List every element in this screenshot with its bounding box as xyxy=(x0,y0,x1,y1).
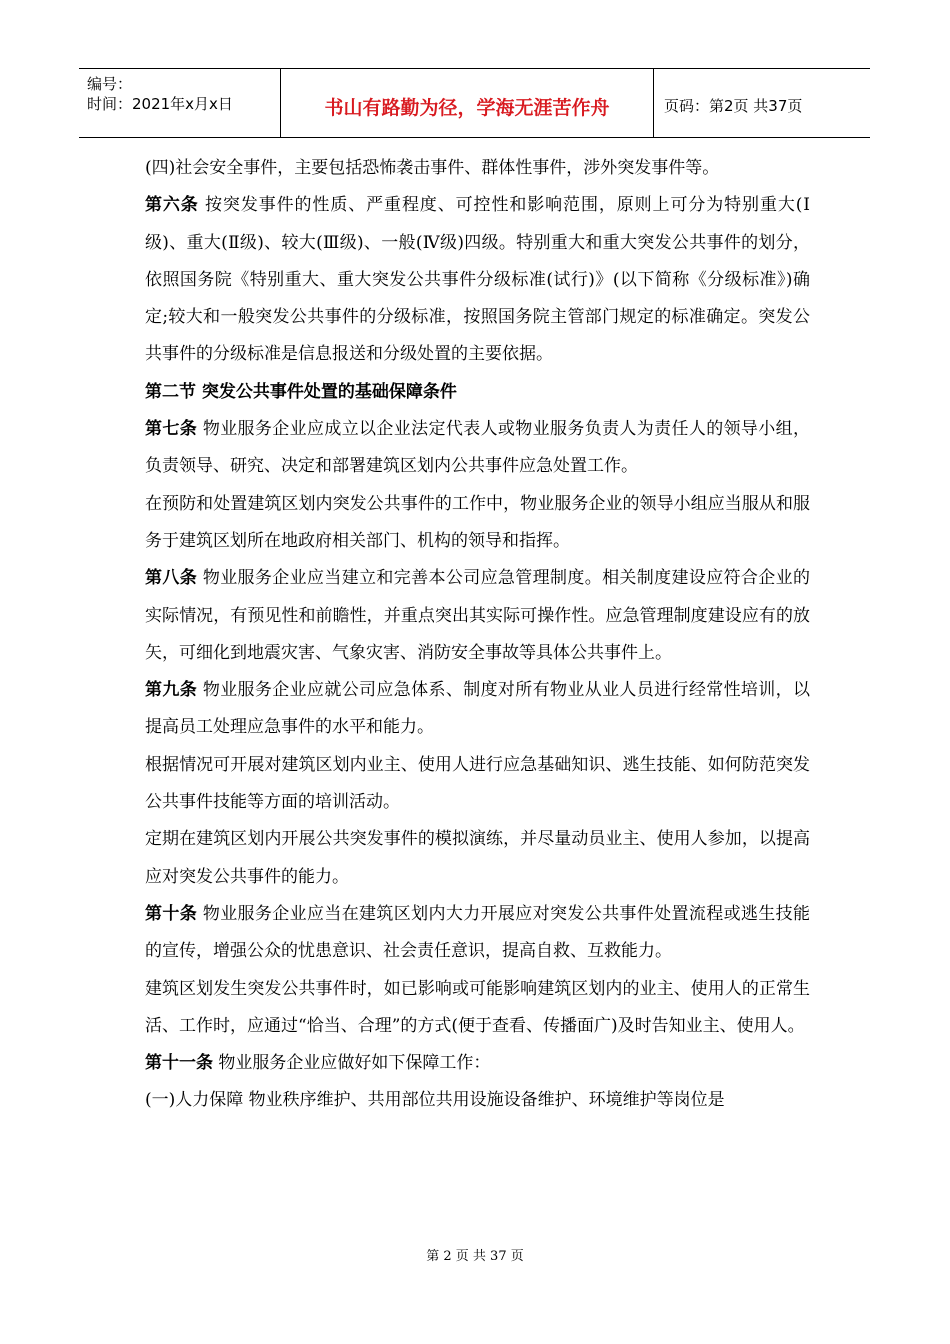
section-heading xyxy=(145,374,810,411)
article-label: 第十一条 xyxy=(145,1053,213,1074)
paragraph xyxy=(145,896,810,971)
paragraph-text: 物业服务企业应当在建筑区划内大力开展应对突发公共事件处置流程或逃生技能的宣传，增强公众的忧患意识、社会责任意识，提高自救、互救能力。 xyxy=(145,903,811,962)
paragraph xyxy=(145,1045,810,1082)
paragraph xyxy=(145,187,810,373)
document-date: 时间：2021年x月x日 xyxy=(87,95,233,113)
paragraph xyxy=(145,150,810,187)
paragraph-text: 根据情况可开展对建筑区划内业主、使用人进行应急基础知识、逃生技能、如何防范突发公共事件技能等方面的培训活动。 xyxy=(145,754,810,813)
header-motto-cell xyxy=(281,69,654,137)
paragraph-text: 在预防和处置建筑区划内突发公共事件的工作中，物业服务企业的领导小组应当服从和服务于建筑区划所在地政府相关部门、机构的领导和指挥。 xyxy=(145,493,810,551)
page-header xyxy=(79,68,870,138)
paragraph xyxy=(145,821,810,896)
paragraph-text: 定期在建筑区划内开展公共突发事件的模拟演练，并尽量动员业主、使用人参加，以提高应对突发公共事件的能力。 xyxy=(145,829,810,887)
article-label: 第六条 xyxy=(145,195,199,216)
page-footer: 第 2 页 共 37 页 xyxy=(426,1249,524,1264)
document-body xyxy=(145,150,810,1120)
paragraph xyxy=(145,411,810,486)
paragraph-text: 物业服务企业应成立以企业法定代表人或物业服务负责人为责任人的领导小组，负责领导、研究、决定和部署建筑区划内公共事件应急处置工作。 xyxy=(145,419,811,477)
header-page-cell xyxy=(654,69,870,137)
article-label: 第十条 xyxy=(145,903,198,924)
section-title: 第二节 突发公共事件处置的基础保障条件 xyxy=(145,381,457,402)
paragraph xyxy=(145,971,810,1046)
paragraph-text: 物业服务企业应做好如下保障工作： xyxy=(213,1053,491,1074)
paragraph xyxy=(145,672,810,747)
paragraph xyxy=(145,560,810,672)
article-label: 第九条 xyxy=(145,680,198,701)
document-number-label: 编号： xyxy=(87,75,133,93)
article-label: 第七条 xyxy=(145,419,198,440)
motto-text: 书山有路勤为径，学海无涯苦作舟 xyxy=(324,97,610,119)
article-label: 第八条 xyxy=(145,568,198,589)
paragraph xyxy=(145,1082,810,1119)
paragraph-text: 建筑区划发生突发公共事件时，如已影响或可能影响建筑区划内的业主、使用人的正常生活、工作时，应通过“恰当、合理”的方式(便于查看、传播面广)及时告知业主、使用人。 xyxy=(145,978,810,1036)
paragraph-text: 按突发事件的性质、严重程度、可控性和影响范围，原则上可分为特别重大(Ⅰ级)、重大(Ⅱ级)、较大(Ⅲ级)、一般(Ⅳ级)四级。特别重大和重大突发公共事件的划分，依照国务院《特别重大、重大突发公共事件分级标准(试行)》(以下简称《分级标准》)确定;较大和一般突发公共事件的分级标准，按照国务院主管部门规定的标准确定。突发公共事件的分级标准是信息报送和分级处置的主要依据。 xyxy=(145,195,811,365)
paragraph xyxy=(145,486,810,561)
header-meta-cell xyxy=(79,69,281,137)
paragraph-text: (一)人力保障 物业秩序维护、共用部位共用设施设备维护、环境维护等岗位是 xyxy=(145,1090,725,1111)
header-page-info: 页码：第2页 共37页 xyxy=(664,97,803,115)
paragraph-text: 物业服务企业应当建立和完善本公司应急管理制度。相关制度建设应符合企业的实际情况，有预见性和前瞻性，并重点突出其实际可操作性。应急管理制度建设应有的放矢，可细化到地震灾害、气象灾害、消防安全事故等具体公共事件上。 xyxy=(145,568,811,663)
paragraph xyxy=(145,747,810,822)
paragraph-text: (四)社会安全事件，主要包括恐怖袭击事件、群体性事件，涉外突发事件等。 xyxy=(145,158,720,178)
paragraph-text: 物业服务企业应就公司应急体系、制度对所有物业从业人员进行经常性培训，以提高员工处理应急事件的水平和能力。 xyxy=(145,680,811,738)
